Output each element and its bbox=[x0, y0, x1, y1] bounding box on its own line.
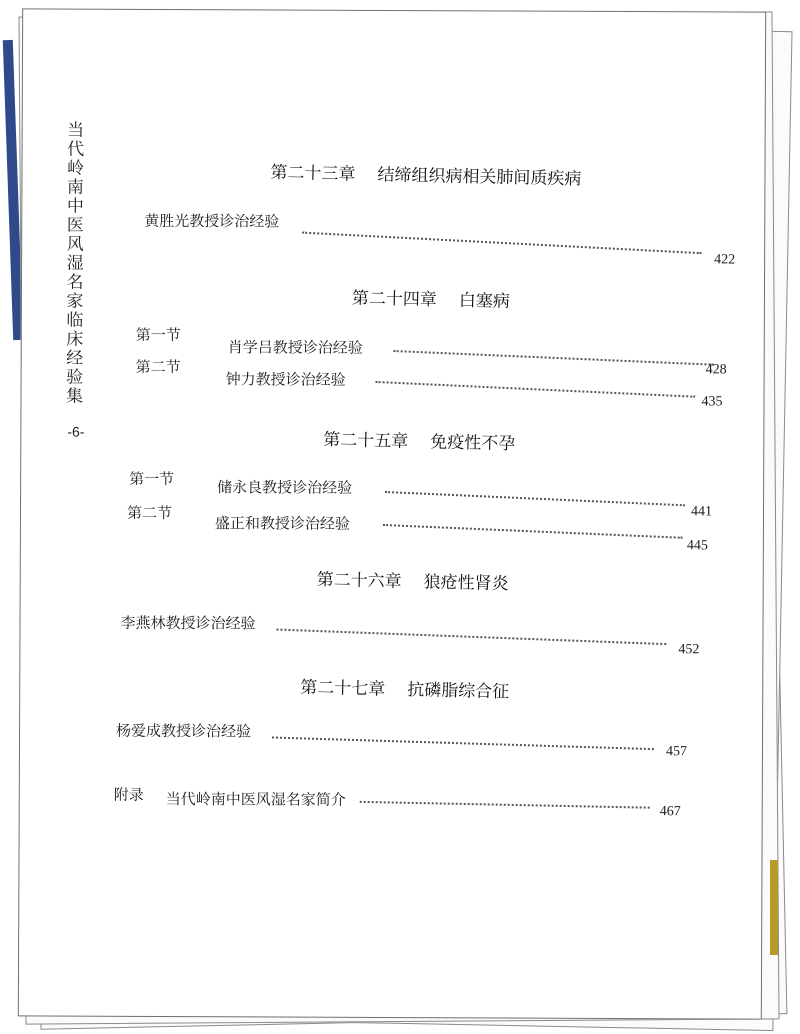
chapter-title: 狼疮性肾炎 bbox=[423, 572, 509, 595]
toc-entry-page: 441 bbox=[690, 504, 713, 520]
toc-section-label: 第一节 bbox=[135, 325, 181, 345]
chapter-heading bbox=[352, 283, 511, 311]
toc-entry-text: 黄胜光教授诊治经验 bbox=[144, 211, 280, 231]
chapter-title: 抗磷脂综合征 bbox=[406, 680, 510, 703]
dot-leader bbox=[276, 628, 666, 645]
toc-section-label: 第二节 bbox=[135, 357, 181, 377]
chapter-heading bbox=[270, 158, 581, 190]
chapter-title: 结缔组织病相关肺间质疾病 bbox=[377, 165, 582, 190]
dot-leader bbox=[302, 232, 702, 255]
toc-entry-page: 445 bbox=[686, 538, 708, 554]
dot-leader bbox=[376, 381, 696, 398]
dot-leader bbox=[383, 524, 683, 539]
chapter-number: 第二十七章 bbox=[299, 677, 386, 700]
toc-entry-page: 435 bbox=[701, 394, 723, 410]
dot-leader bbox=[394, 350, 714, 366]
toc-entry-text: 储永良教授诊治经验 bbox=[217, 478, 353, 497]
dot-leader bbox=[385, 491, 685, 506]
toc-entry-page: 422 bbox=[714, 252, 736, 268]
appendix-label: 附录 bbox=[113, 785, 144, 804]
dot-leader bbox=[272, 736, 654, 750]
chapter-heading bbox=[300, 673, 509, 703]
page-number: -6- bbox=[67, 423, 85, 440]
chapter-number: 第二十三章 bbox=[270, 162, 356, 185]
running-title: 当代岭南中医风湿名家临床经验集 bbox=[65, 120, 85, 407]
toc-page bbox=[18, 8, 766, 1019]
dot-leader bbox=[360, 801, 650, 809]
chapter-heading bbox=[316, 565, 508, 594]
chapter-title: 白塞病 bbox=[458, 290, 511, 312]
toc-entry-page: 452 bbox=[678, 642, 700, 658]
chapter-title: 免疫性不孕 bbox=[430, 432, 516, 455]
toc-entry-text: 杨爱成教授诊治经验 bbox=[116, 721, 252, 741]
cover-edge-gold bbox=[770, 860, 778, 955]
appendix-text: 当代岭南中医风湿名家简介 bbox=[165, 790, 346, 809]
toc-entry-text: 肖学吕教授诊治经验 bbox=[227, 338, 363, 357]
toc-section-label: 第一节 bbox=[129, 469, 175, 489]
toc-entry-text: 李燕林教授诊治经验 bbox=[120, 613, 256, 633]
toc-section-label: 第二节 bbox=[126, 503, 173, 523]
toc-entry-page: 457 bbox=[665, 744, 687, 760]
toc-entry-text: 盛正和教授诊治经验 bbox=[214, 514, 351, 533]
toc-entry-text: 钟力教授诊治经验 bbox=[225, 370, 346, 389]
chapter-number: 第二十五章 bbox=[323, 430, 409, 452]
appendix-page: 467 bbox=[659, 804, 681, 820]
chapter-number: 第二十四章 bbox=[351, 288, 438, 311]
toc-entry-page: 428 bbox=[705, 362, 727, 378]
chapter-heading bbox=[323, 425, 515, 454]
chapter-number: 第二十六章 bbox=[316, 569, 402, 592]
